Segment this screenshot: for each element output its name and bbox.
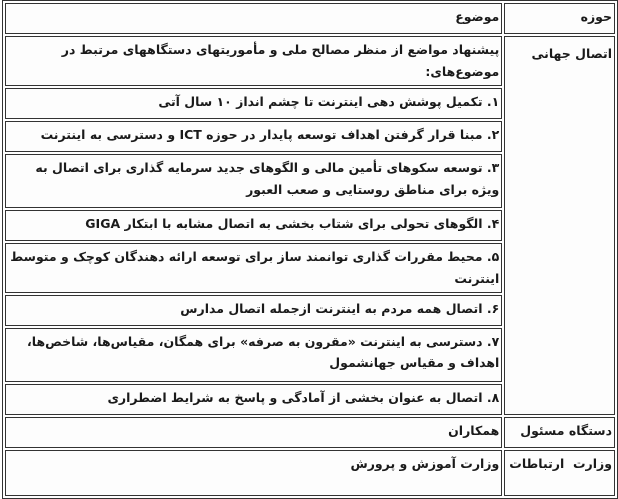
topic-item-7: ۷. دسترسی به اینترنت «مقرون به صرفه» برای همگان، مقیاس‌ها، شاخص‌ها، اهداف و مقیاس جهانشمول — [5, 328, 502, 382]
topic-item-8: ۸. اتصال به عنوان بخشی از آمادگی و پاسخ به شرایط اضطراری — [5, 384, 502, 415]
header-topic: موضوع — [5, 3, 502, 34]
header-row — [5, 3, 615, 34]
topic-item-4: ۴. الگوهای تحولی برای شتاب بخشی به اتصال مشابه با ابتکار GIGA — [5, 210, 502, 241]
domain-cell: اتصال جهانی — [504, 36, 615, 415]
topic-item-5: ۵. محیط مقررات گذاری توانمند ساز برای توسعه ارائه دهندگان کوچک و متوسط اینترنت — [5, 243, 502, 293]
topic-item-2: ۲. مبنا قرار گرفتن اهداف توسعه پایدار در حوزه ICT و دسترسی به اینترنت — [5, 121, 502, 152]
topics-table — [2, 0, 618, 499]
intro-cell: پیشنهاد مواضع از منظر مصالح ملی و مأموریتهای دستگاههای مرتبط در موضوع‌های: — [5, 36, 502, 86]
responsible-label: دستگاه مسئول — [504, 417, 615, 448]
responsible-header-row — [5, 417, 615, 448]
topic-item-3: ۳. توسعه سکوهای تأمین مالی و الگوهای جدید سرمایه گذاری برای اتصال به ویژه برای مناطق روستایی و صعب العبور — [5, 154, 502, 208]
topic-item-6: ۶. اتصال همه مردم به اینترنت ازجمله اتصال مدارس — [5, 295, 502, 326]
collaborator-organization: وزارت آموزش و پرورش — [5, 450, 502, 496]
header-domain: حوزه — [504, 3, 615, 34]
responsible-organization: وزارت ارتباطات — [504, 450, 615, 496]
topic-item-1: ۱. تکمیل پوشش دهی اینترنت تا چشم انداز ۱۰ سال آتی — [5, 88, 502, 119]
collaborators-label: همکاران — [5, 417, 502, 448]
domain-row — [5, 36, 615, 86]
organizations-row — [5, 450, 615, 496]
